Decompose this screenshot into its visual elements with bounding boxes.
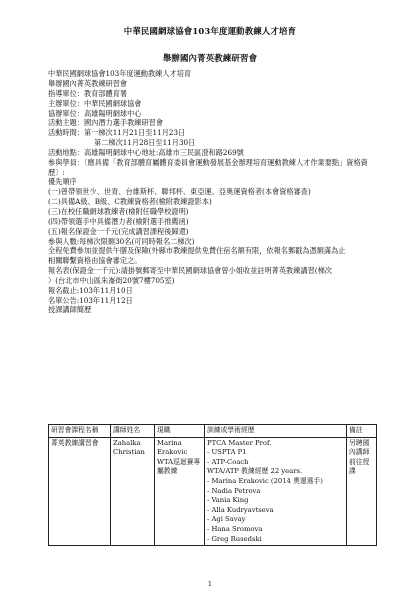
experience-item: - Vania King [207, 496, 249, 505]
lodging-note: 全程免費參加並提供午膳及保險(外縣市教練提供免費住宿名額有限，依報名郵戳為憑額滿為止 [48, 246, 346, 256]
header-lecturer: 講師姓名 [111, 425, 155, 438]
registration-info: 報名表(保證金一千元):請掛號郵寄至中華民國網球協會曾小姐收並註明菁英教練講習(梯次 [48, 265, 332, 275]
event-time-1: 活動時間：第一梯次11月21日至11月23日 [48, 128, 186, 138]
header-position: 現職 [155, 425, 205, 438]
event-time-2: 第二梯次11月28日至11月30日 [94, 138, 196, 148]
experience-item: WTA/ATP 教練經歷 22 years. [207, 467, 303, 476]
co-host-unit: 協辦單位：高雄陽明網球中心 [48, 108, 142, 118]
document-title: 中華民國網球協會103年度運動教練人才培育 [123, 26, 297, 36]
event-theme: 活動主題：國內潛力選手教練研習會 [48, 118, 164, 128]
document-subtitle: 舉辦國內菁英教練研習會 [162, 53, 258, 63]
event-line: 舉辦國內菁英教練研習會 [48, 78, 128, 88]
header-note: 備註 [347, 425, 377, 438]
priority-2: (二)具備A級、B級、C教練資格者(檢附教練證影本) [48, 196, 212, 206]
header-experience: 訓練或學術經歷 [205, 425, 347, 438]
lecturer-position: Marina Erakovic WTA巡迴賽專屬教練 [155, 437, 205, 546]
experience-item: - Greg Rusedski [207, 534, 262, 543]
lecturer-name: Zahalka Christian [111, 437, 155, 546]
course-name: 菁英教練講習會 [49, 437, 111, 546]
review-note: 相關聯繫資格由協會審定之。 [48, 256, 142, 266]
lecturer-heading: 授課講師簡歷 [48, 305, 92, 315]
lecturer-experience [205, 437, 347, 546]
table-header-row [49, 425, 377, 438]
registration-address: ）(台北市中山區朱崙街20號7樓705室) [48, 275, 175, 285]
experience-item: - Hana Sromova [207, 524, 263, 533]
priority-1: (一)曾帶領世少、世青、台維斯杯、聯邦杯、東亞運、亞奧運資格者(本會資格審查) [48, 187, 311, 197]
org-line: 中華民國網球協會103年度運動教練人才培育 [48, 69, 192, 78]
guidance-unit: 指導單位：教育部體育署 [48, 88, 128, 98]
event-location: 活動地點：高雄陽明網球中心地址:高雄市三民區澄和路269號 [48, 148, 244, 158]
experience-item: - USPTA P1 [207, 448, 247, 457]
priority-4: (四)帶領選手中具備潛力者(檢附選手推薦函) [48, 216, 189, 226]
experience-item: - Alla Kudryavtseva [207, 505, 274, 514]
table-row [49, 437, 377, 546]
host-unit: 主辦單位：中華民國網球協會 [48, 98, 142, 108]
experience-item: - Nadia Petrova [207, 486, 261, 495]
remark: 另聘國內講師前往授課 [347, 437, 377, 546]
experience-item: - Agi Savay [207, 515, 246, 524]
experience-item: PTCA Master Prof. [207, 438, 272, 447]
participant-count: 參與人數:每梯次限額30名(可同時報名二梯次) [48, 236, 195, 246]
header-course: 研習會課程名稱 [49, 425, 111, 438]
experience-item: - Marina Erakovic (2014 奧運選手) [207, 476, 323, 485]
priority-5: (五)報名保證金一千元(完成講習課程後歸還) [48, 226, 189, 236]
page-number: 1 [207, 580, 213, 588]
list-announcement: 名單公告:103年11月12日 [48, 295, 133, 305]
document-body [48, 69, 378, 315]
priority-3: (三)在校任職網球教練者(檢附任職學校證明) [48, 206, 189, 216]
registration-deadline: 報名截止:103年11月10日 [48, 285, 133, 295]
priority-heading: 優先順序 [48, 177, 77, 187]
experience-item: - ATP-Coach [207, 457, 249, 466]
participant-qualification: 參與學員：〔應具備「教育部體育屬體育委員會運動發展基金辦理培育運動教練人才作業要點」資格資歷〕: [48, 158, 368, 177]
lecturer-table [48, 424, 377, 546]
